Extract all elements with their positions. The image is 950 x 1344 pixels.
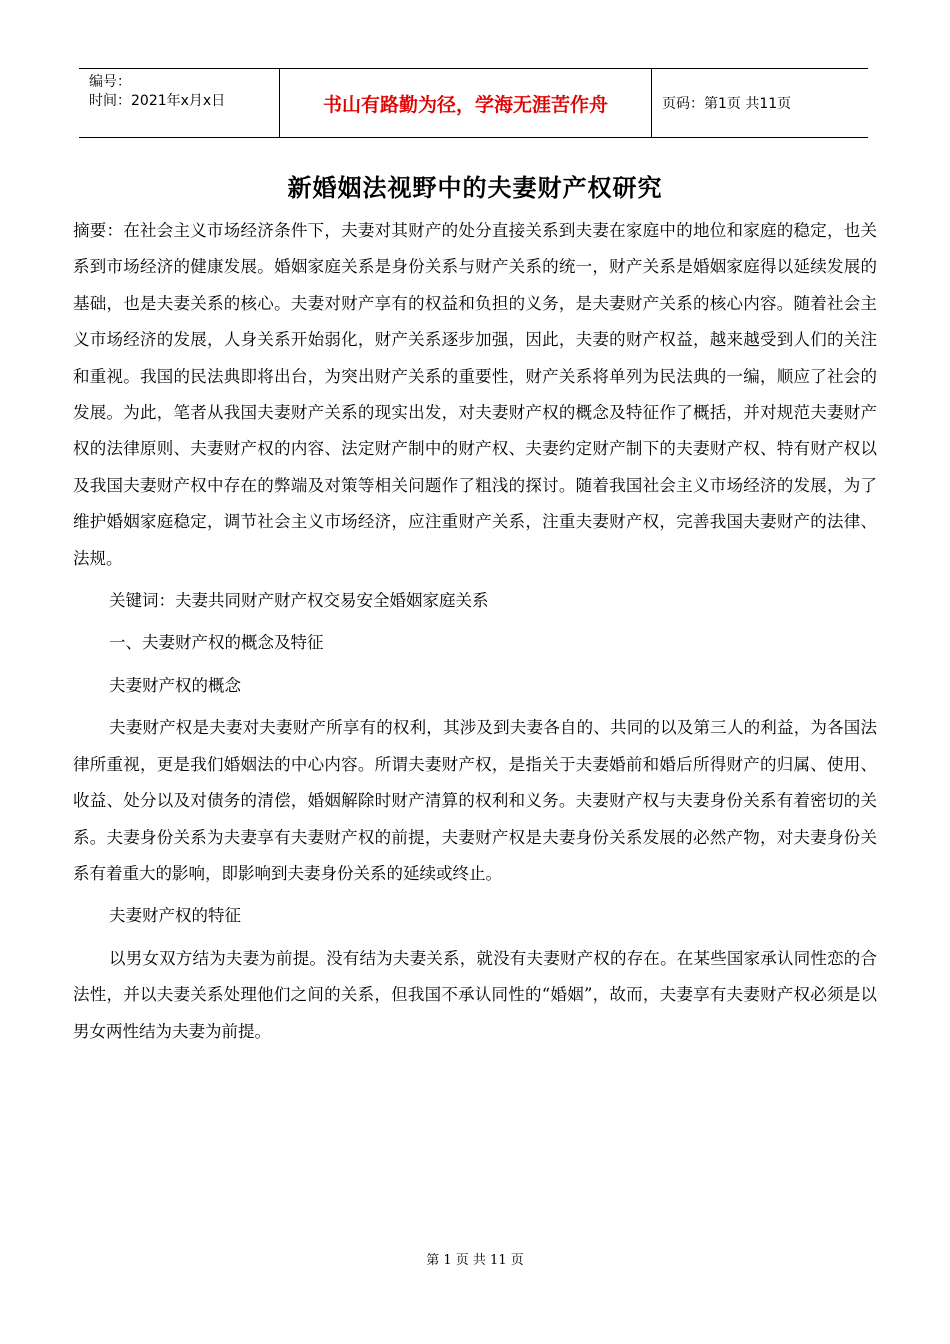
body-paragraph: 夫妻财产权是夫妻对夫妻财产所享有的权利，其涉及到夫妻各自的、共同的以及第三人的利益，为各国法律所重视，更是我们婚姻法的中心内容。所谓夫妻财产权，是指关于夫妻婚前和婚后所得财产的归属、使用、收益、处分以及对债务的清偿，婚姻解除时财产清算的权利和义务。夫妻财产权与夫妻身份关系有着密切的关系。夫妻身份关系为夫妻享有夫妻财产权的前提，夫妻财产权是夫妻身份关系发展的必然产物，对夫妻身份关系有着重大的影响，即影响到夫妻身份关系的延续或终止。 [73,718,877,883]
section-heading: 一、夫妻财产权的概念及特征 [109,633,324,653]
subsection-heading: 夫妻财产权的概念 [109,675,241,695]
document-header [79,68,868,138]
header-page-code: 页码：第1页 共11页 [662,96,792,112]
document-time-label: 时间：2021年x月x日 [89,93,226,109]
keywords-line: 关键词：夫妻共同财产财产权交易安全婚姻家庭关系 [109,591,489,611]
document-number-label: 编号： [89,74,131,90]
subsection-heading: 夫妻财产权的特征 [109,906,241,926]
document-body [73,213,877,1050]
abstract-paragraph: 摘要：在社会主义市场经济条件下，夫妻对其财产的处分直接关系到夫妻在家庭中的地位和家庭的稳定，也关系到市场经济的健康发展。婚姻家庭关系是身份关系与财产关系的统一，财产关系是婚姻家庭得以延续发展的基础，也是夫妻关系的核心。夫妻对财产享有的权益和负担的义务，是夫妻财产关系的核心内容。随着社会主义市场经济的发展，人身关系开始弱化，财产关系逐步加强，因此，夫妻的财产权益，越来越受到人们的关注和重视。我国的民法典即将出台，为突出财产关系的重要性，财产关系将单列为民法典的一编，顺应了社会的发展。为此，笔者从我国夫妻财产关系的现实出发，对夫妻财产权的概念及特征作了概括，并对规范夫妻财产权的法律原则、夫妻财产权的内容、法定财产制中的财产权、夫妻约定财产制下的夫妻财产权、特有财产权以及我国夫妻财产权中存在的弊端及对策等相关问题作了粗浅的探讨。随着我国社会主义市场经济的发展，为了维护婚姻家庭稳定，调节社会主义市场经济，应注重财产关系，注重夫妻财产权，完善我国夫妻财产的法律、法规。 [73,221,877,568]
header-info-cell [79,69,280,137]
document-title: 新婚姻法视野中的夫妻财产权研究 [287,174,663,202]
header-motto: 书山有路勤为径，学海无涯苦作舟 [280,69,652,137]
body-paragraph: 以男女双方结为夫妻为前提。没有结为夫妻关系，就没有夫妻财产权的存在。在某些国家承认同性恋的合法性，并以夫妻关系处理他们之间的关系，但我国不承认同性的“婚姻”，故而，夫妻享有夫妻财产权必须是以男女两性结为夫妻为前提。 [73,948,877,1041]
page-footer: 第 1 页 共 11 页 [426,1253,524,1268]
